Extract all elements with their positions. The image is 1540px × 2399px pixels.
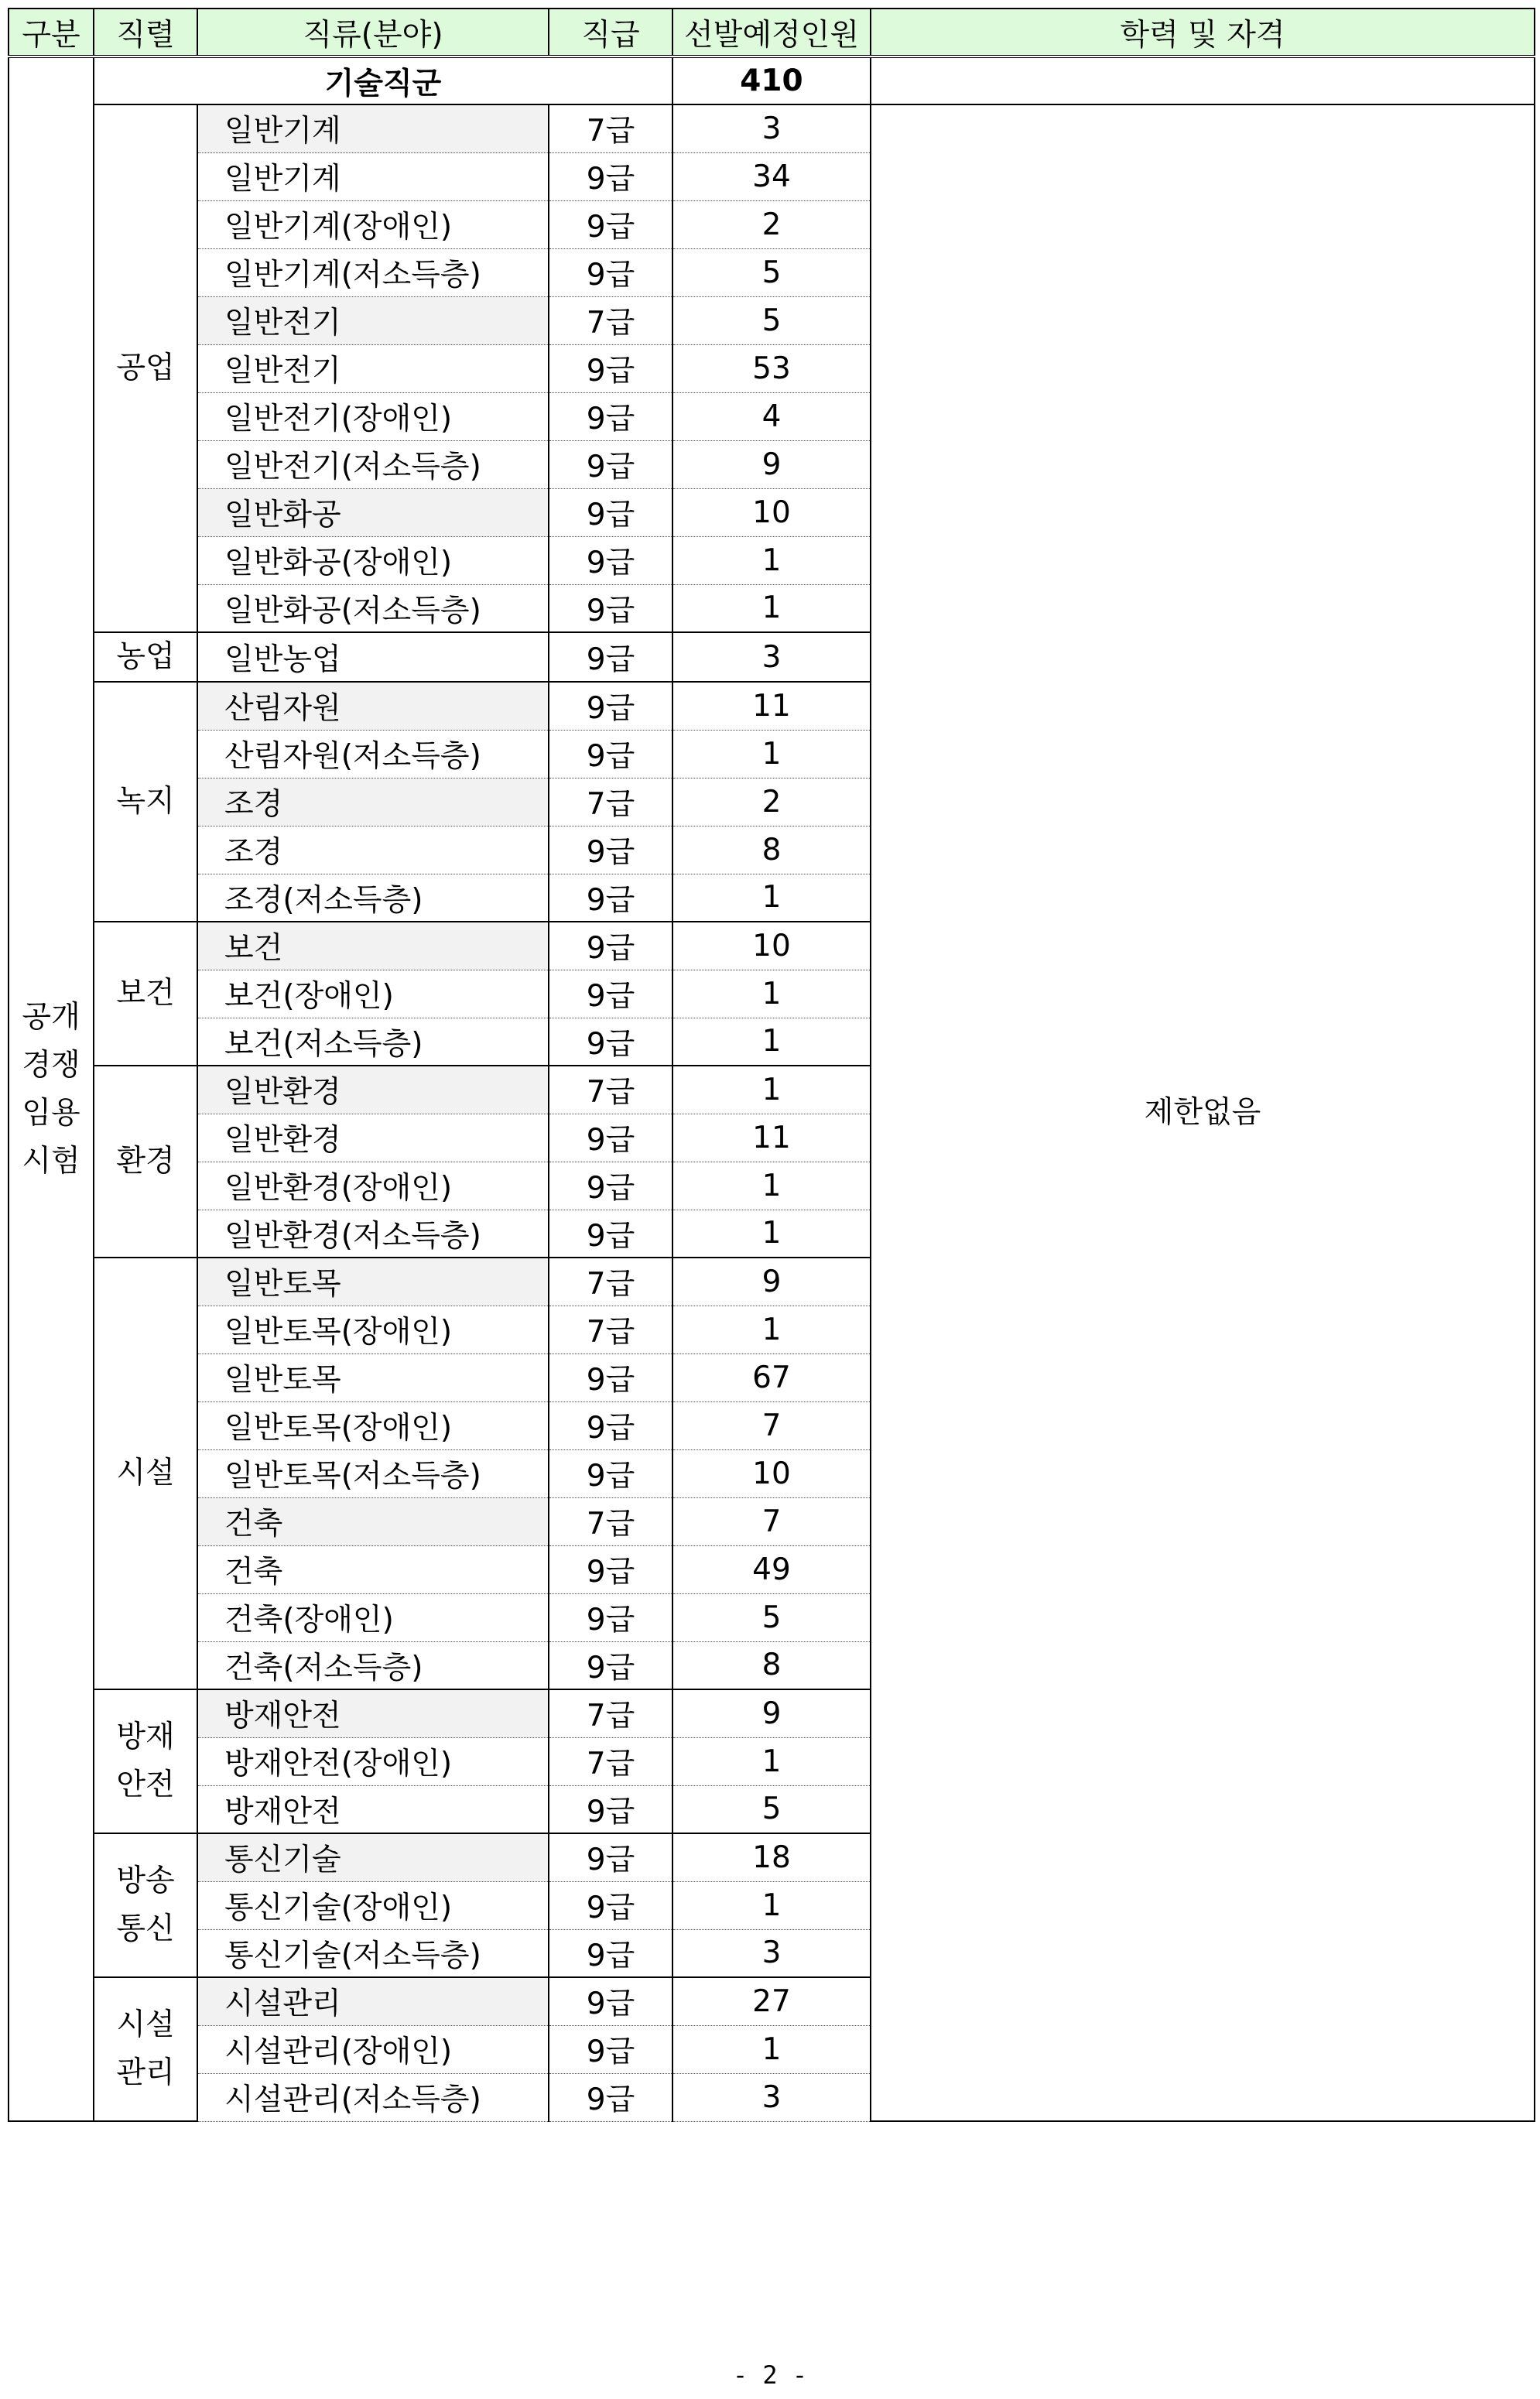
grade-cell: 9급 — [549, 248, 672, 296]
count-cell: 1 — [672, 730, 871, 778]
field-cell: 일반화공(장애인) — [197, 536, 549, 584]
grade-cell: 9급 — [549, 152, 672, 200]
field-cell: 건축 — [197, 1497, 549, 1545]
series-label: 관리 — [116, 2055, 175, 2090]
header-gubun: 구분 — [9, 9, 94, 56]
grade-cell: 9급 — [549, 488, 672, 536]
document-page — [8, 8, 1534, 2122]
field-cell: 일반환경 — [197, 1066, 549, 1114]
gubun-label-line: 공개 — [22, 999, 80, 1035]
gubun-cell — [9, 56, 94, 2121]
series-cell — [94, 682, 197, 922]
count-cell: 7 — [672, 1497, 871, 1545]
total-label: 기술직군 — [94, 56, 672, 104]
count-cell: 1 — [672, 2025, 871, 2073]
field-cell: 일반전기 — [197, 296, 549, 344]
series-label: 공업 — [116, 351, 175, 385]
table-header-row — [9, 9, 1535, 56]
field-cell: 보건 — [197, 922, 549, 970]
count-cell: 2 — [672, 200, 871, 248]
count-cell: 10 — [672, 1449, 871, 1497]
grade-cell: 7급 — [549, 1258, 672, 1306]
grade-cell: 9급 — [549, 536, 672, 584]
field-cell: 건축 — [197, 1545, 549, 1593]
series-label: 환경 — [116, 1144, 175, 1179]
count-cell: 8 — [672, 1641, 871, 1689]
count-cell: 2 — [672, 778, 871, 826]
series-label: 시설 — [116, 2007, 175, 2042]
header-jikryu: 직류(분야) — [197, 9, 549, 56]
field-cell: 일반토목(저소득층) — [197, 1449, 549, 1497]
field-cell: 일반전기(장애인) — [197, 392, 549, 440]
grade-cell: 9급 — [549, 632, 672, 682]
grade-cell: 7급 — [549, 778, 672, 826]
grade-cell: 9급 — [549, 1354, 672, 1401]
field-cell: 일반환경(장애인) — [197, 1162, 549, 1210]
series-label: 보건 — [116, 976, 175, 1011]
grade-cell: 9급 — [549, 344, 672, 392]
grade-cell: 9급 — [549, 1018, 672, 1066]
field-cell: 방재안전 — [197, 1785, 549, 1833]
count-cell: 1 — [672, 970, 871, 1018]
count-cell: 27 — [672, 1977, 871, 2025]
series-label: 농업 — [116, 639, 175, 674]
total-row — [9, 56, 1535, 104]
count-cell: 5 — [672, 1785, 871, 1833]
field-cell: 통신기술 — [197, 1833, 549, 1881]
count-cell: 10 — [672, 488, 871, 536]
grade-cell: 9급 — [549, 970, 672, 1018]
count-cell: 1 — [672, 536, 871, 584]
grade-cell: 9급 — [549, 1641, 672, 1689]
qualification-cell: 제한없음 — [871, 104, 1535, 2121]
field-cell: 보건(저소득층) — [197, 1018, 549, 1066]
series-label: 방재 — [116, 1720, 175, 1754]
series-cell — [94, 1258, 197, 1689]
field-cell: 일반농업 — [197, 632, 549, 682]
grade-cell: 9급 — [549, 1977, 672, 2025]
field-cell: 건축(저소득층) — [197, 1641, 549, 1689]
field-cell: 일반화공 — [197, 488, 549, 536]
count-cell: 1 — [672, 1210, 871, 1258]
field-cell: 일반토목 — [197, 1354, 549, 1401]
gubun-label-line: 시험 — [22, 1143, 80, 1179]
header-grade: 직급 — [549, 9, 672, 56]
count-cell: 9 — [672, 1689, 871, 1737]
field-cell: 일반화공(저소득층) — [197, 584, 549, 632]
series-cell — [94, 632, 197, 682]
header-jikryeol: 직렬 — [94, 9, 197, 56]
series-cell — [94, 1689, 197, 1833]
grade-cell: 9급 — [549, 2025, 672, 2073]
grade-cell: 7급 — [549, 1066, 672, 1114]
field-cell: 조경 — [197, 826, 549, 874]
grade-cell: 7급 — [549, 296, 672, 344]
count-cell: 5 — [672, 296, 871, 344]
grade-cell: 9급 — [549, 1785, 672, 1833]
count-cell: 4 — [672, 392, 871, 440]
field-cell: 산림자원 — [197, 682, 549, 730]
field-cell: 방재안전 — [197, 1689, 549, 1737]
grade-cell: 9급 — [549, 1545, 672, 1593]
grade-cell: 9급 — [549, 1593, 672, 1641]
grade-cell: 9급 — [549, 1929, 672, 1977]
page-number: - 2 - — [732, 2360, 808, 2390]
field-cell: 일반환경 — [197, 1114, 549, 1162]
grade-cell: 9급 — [549, 2073, 672, 2121]
count-cell: 1 — [672, 874, 871, 922]
field-cell: 조경(저소득층) — [197, 874, 549, 922]
series-cell — [94, 922, 197, 1066]
field-cell: 산림자원(저소득층) — [197, 730, 549, 778]
series-cell — [94, 1066, 197, 1258]
series-cell — [94, 104, 197, 632]
table-row — [9, 104, 1535, 152]
field-cell: 통신기술(장애인) — [197, 1881, 549, 1929]
count-cell: 5 — [672, 248, 871, 296]
gubun-label-line: 임용 — [22, 1095, 80, 1131]
series-label: 녹지 — [116, 784, 175, 819]
table-body — [9, 56, 1535, 2121]
count-cell: 7 — [672, 1401, 871, 1449]
field-cell: 시설관리 — [197, 1977, 549, 2025]
grade-cell: 9급 — [549, 1833, 672, 1881]
grade-cell: 9급 — [549, 392, 672, 440]
count-cell: 67 — [672, 1354, 871, 1401]
field-cell: 일반토목(장애인) — [197, 1401, 549, 1449]
count-cell: 8 — [672, 826, 871, 874]
grade-cell: 9급 — [549, 1449, 672, 1497]
field-cell: 일반기계 — [197, 152, 549, 200]
grade-cell: 9급 — [549, 1210, 672, 1258]
count-cell: 5 — [672, 1593, 871, 1641]
grade-cell: 9급 — [549, 1401, 672, 1449]
series-cell — [94, 1833, 197, 1977]
field-cell: 일반토목(장애인) — [197, 1306, 549, 1354]
count-cell: 1 — [672, 584, 871, 632]
field-cell: 통신기술(저소득층) — [197, 1929, 549, 1977]
header-count: 선발예정인원 — [672, 9, 871, 56]
count-cell: 9 — [672, 1258, 871, 1306]
grade-cell: 9급 — [549, 922, 672, 970]
field-cell: 일반전기(저소득층) — [197, 440, 549, 488]
count-cell: 9 — [672, 440, 871, 488]
count-cell: 3 — [672, 104, 871, 152]
count-cell: 1 — [672, 1162, 871, 1210]
grade-cell: 9급 — [549, 682, 672, 730]
field-cell: 방재안전(장애인) — [197, 1737, 549, 1785]
total-count: 410 — [672, 56, 871, 104]
series-label: 통신 — [116, 1911, 175, 1946]
grade-cell: 9급 — [549, 826, 672, 874]
field-cell: 시설관리(저소득층) — [197, 2073, 549, 2121]
grade-cell: 9급 — [549, 1162, 672, 1210]
field-cell: 일반기계(저소득층) — [197, 248, 549, 296]
series-label: 안전 — [116, 1768, 175, 1802]
field-cell: 건축(장애인) — [197, 1593, 549, 1641]
grade-cell: 9급 — [549, 1114, 672, 1162]
series-cell — [94, 1977, 197, 2121]
count-cell: 10 — [672, 922, 871, 970]
field-cell: 보건(장애인) — [197, 970, 549, 1018]
grade-cell: 7급 — [549, 104, 672, 152]
field-cell: 일반전기 — [197, 344, 549, 392]
grade-cell: 9급 — [549, 874, 672, 922]
count-cell: 3 — [672, 2073, 871, 2121]
count-cell: 34 — [672, 152, 871, 200]
count-cell: 1 — [672, 1066, 871, 1114]
count-cell: 1 — [672, 1737, 871, 1785]
series-label: 방송 — [116, 1863, 175, 1898]
field-cell: 일반기계 — [197, 104, 549, 152]
count-cell: 11 — [672, 1114, 871, 1162]
count-cell: 53 — [672, 344, 871, 392]
grade-cell: 7급 — [549, 1306, 672, 1354]
grade-cell: 7급 — [549, 1689, 672, 1737]
count-cell: 18 — [672, 1833, 871, 1881]
series-label: 시설 — [116, 1456, 175, 1490]
header-qualification: 학력 및 자격 — [871, 9, 1535, 56]
grade-cell: 9급 — [549, 200, 672, 248]
field-cell: 일반토목 — [197, 1258, 549, 1306]
field-cell: 조경 — [197, 778, 549, 826]
recruitment-table — [8, 8, 1535, 2122]
count-cell: 1 — [672, 1306, 871, 1354]
grade-cell: 9급 — [549, 584, 672, 632]
field-cell: 일반환경(저소득층) — [197, 1210, 549, 1258]
count-cell: 49 — [672, 1545, 871, 1593]
count-cell: 3 — [672, 632, 871, 682]
count-cell: 1 — [672, 1881, 871, 1929]
grade-cell: 7급 — [549, 1497, 672, 1545]
total-qualification-blank — [871, 56, 1535, 104]
gubun-label-line: 경쟁 — [22, 1047, 80, 1083]
count-cell: 11 — [672, 682, 871, 730]
grade-cell: 9급 — [549, 1881, 672, 1929]
count-cell: 3 — [672, 1929, 871, 1977]
field-cell: 일반기계(장애인) — [197, 200, 549, 248]
grade-cell: 7급 — [549, 1737, 672, 1785]
grade-cell: 9급 — [549, 440, 672, 488]
count-cell: 1 — [672, 1018, 871, 1066]
grade-cell: 9급 — [549, 730, 672, 778]
field-cell: 시설관리(장애인) — [197, 2025, 549, 2073]
